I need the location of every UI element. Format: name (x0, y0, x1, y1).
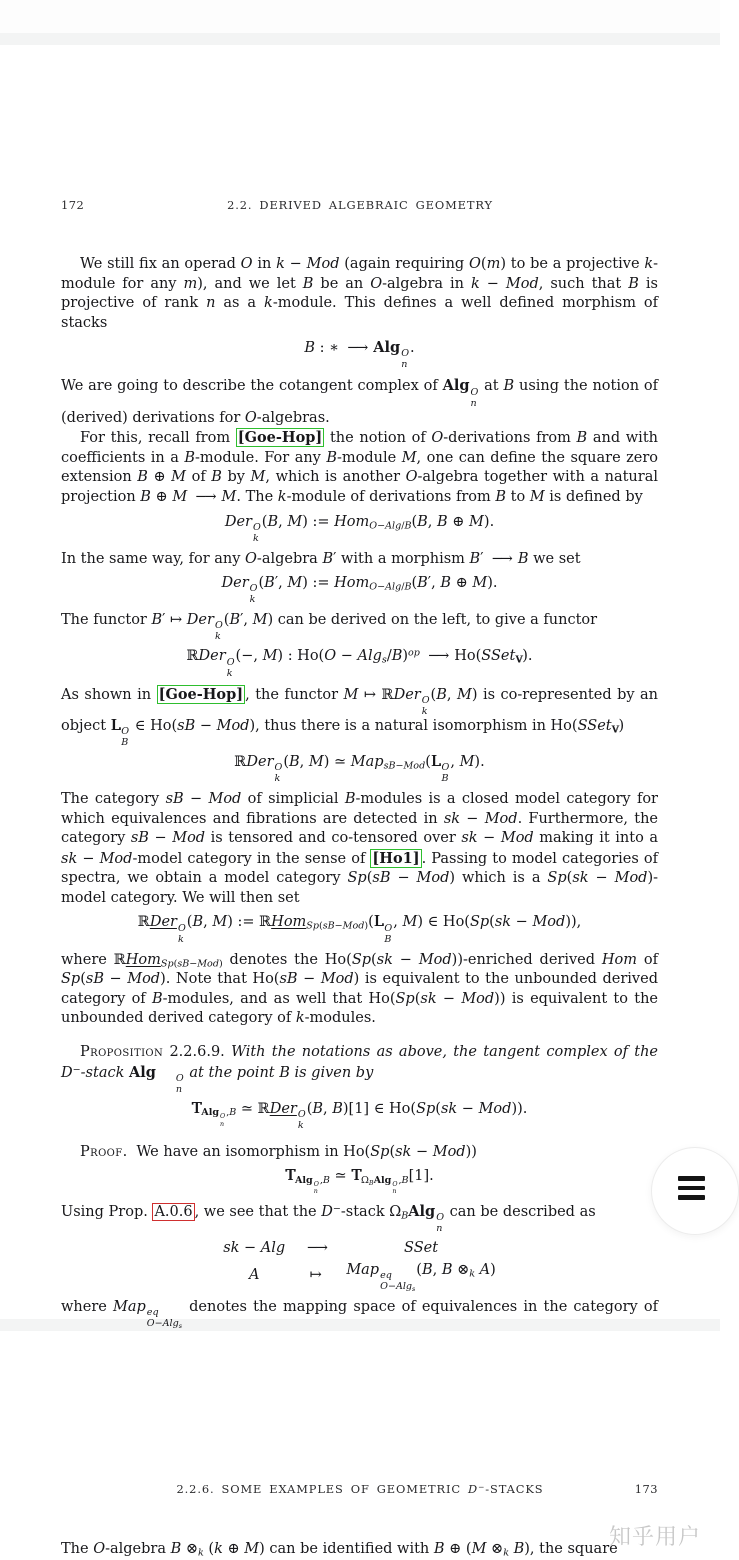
zhihu-watermark: 知乎用户 (609, 1525, 702, 1550)
display-formula: B : ∗ −→ Alg O n . (304, 339, 415, 371)
page-172-content (61, 255, 658, 1427)
paragraph: Using Prop. A.0.6 , we see that the D−-stack $\Omega_BAlg$ O n can be described as (61, 1202, 596, 1234)
display-formula: sk − Alg −→ SSet A ↦ Map eq O−Alg$_s$ (B, B $\otimes_k$ A) (223, 1240, 496, 1293)
running-header-172 (0, 198, 720, 212)
display-formula: $T_{Alg O n ,B}$ ≃ $T_{\Omega_BAlg O n ,B}[1]$. (285, 1168, 434, 1196)
paragraph: Proof. We have an isomorphism in Ho(Sp(sk − Mod)) (80, 1143, 477, 1160)
paragraph: We still fix an operad O in k − Mod (again requiring O(m) to be a projective k-module for any m), and we let B be an O-algebra in k − Mod, such that B is projective of rank n as a k-module. This defines a well defined morphism of stacks (61, 256, 659, 331)
display-formula: $T_{Alg O n ,B}$ ≃ ℝDer O k (B, B)[1] ∈ Ho(Sp(sk − Mod)). (191, 1100, 528, 1131)
page-separator-top (0, 33, 720, 45)
paragraph: The O-algebra B $\otimes_k$ (k ⊕ M) can be identified with B ⊕ (M $\otimes_k$ B), the square (61, 1541, 618, 1559)
paragraph: As shown in [Goe-Hop] , the functor M ↦ ℝDer O k (B, M) is co-represented by an object L O B ∈ Ho(sB − Mod), thus there is a natural isomorphism in Ho(SSet$_V$) (61, 685, 659, 748)
display-formula: ℝDer O k (B, M) := ℝHom$_{Sp(sB-Mod)}$(L O B , M) ∈ Ho(Sp(sk − Mod)), (137, 914, 582, 945)
paragraph: The functor B′ ↦ Der O k (B′, M) can be derived on the left, to give a functor (61, 612, 598, 643)
display-formula: Der O k (B′, M) := Hom$_{O-Alg/B}$(B′, B ⊕ M). (221, 575, 498, 606)
paragraph: where ℝHom$_{Sp(sB-Mod)}$ denotes the Ho(Sp(sk − Mod))-enriched derived Hom of Sp(sB − Mod). Note that Ho(sB − Mod) is equivalent to the unbounded derived category of B-modules, and as well that Ho(Sp(sk − Mod)) is equivalent to the unbounded derived category of k-modules. (61, 951, 658, 1027)
running-header-title: 2.2. DERIVED ALGEBRAIC GEOMETRY (227, 198, 493, 212)
page-173-content (61, 1540, 658, 1560)
page-number-172: 172 (61, 198, 85, 212)
paragraph: We are going to describe the cotangent complex of Alg O n at B using the notion of (derived) derivations for O-algebras. (61, 377, 659, 426)
paragraph: where Map eq O−Alg$_s$ denotes the mapping space of equivalences in the category of (61, 1298, 658, 1330)
menu-button[interactable] (651, 1147, 739, 1235)
paragraph: Proposition 2.2.6.9. With the notations as above, the tangent complex of the D−-stack Alg O n at the point B is given by (61, 1043, 658, 1095)
display-formula: ℝDer O k (B, M) ≃ Map$_{sB-Mod}$(L O B , M). (234, 753, 485, 784)
paragraph: For this, recall from [Goe-Hop] the notion of O-derivations from B and with coefficients in a B-module. For any B-module M, one can define the square zero extension B ⊕ M of B by M, which is another O-algebra together with a natural projection B ⊕ M −→ M. The k-module of derivations from B to M is defined by (61, 429, 659, 505)
display-formula: ℝDer O k (−, M) : $Ho(O - Alg_s/B)^{op}$ −→ Ho(SSet$_V$). (186, 648, 533, 679)
paragraph: The category sB − Mod of simplicial B-modules is a closed model category for which equivalences and fibrations are detected in sk − Mod. Furthermore, the category sB − Mod is tensored and co-tensored over sk − Mod making it into a sk − Mod-model category in the sense of [Ho1] . Passing to model categories of spectra, we obtain a model category Sp(sB − Mod) which is a Sp(sk − Mod)-model category. We will then set (61, 790, 659, 906)
running-header-173 (0, 1482, 720, 1496)
hamburger-icon (678, 1176, 705, 1200)
running-header-title: 2.2.6. SOME EXAMPLES OF GEOMETRIC D−-STACKS (176, 1482, 544, 1496)
display-formula: Der O k (B, M) := Hom$_{O-Alg/B}$(B, B ⊕ M). (224, 513, 495, 544)
paragraph: In the same way, for any O-algebra B′ with a morphism B′ −→ B we set (61, 550, 581, 567)
page-number-173: 173 (634, 1482, 658, 1496)
pdf-page-172 (0, 45, 720, 1330)
